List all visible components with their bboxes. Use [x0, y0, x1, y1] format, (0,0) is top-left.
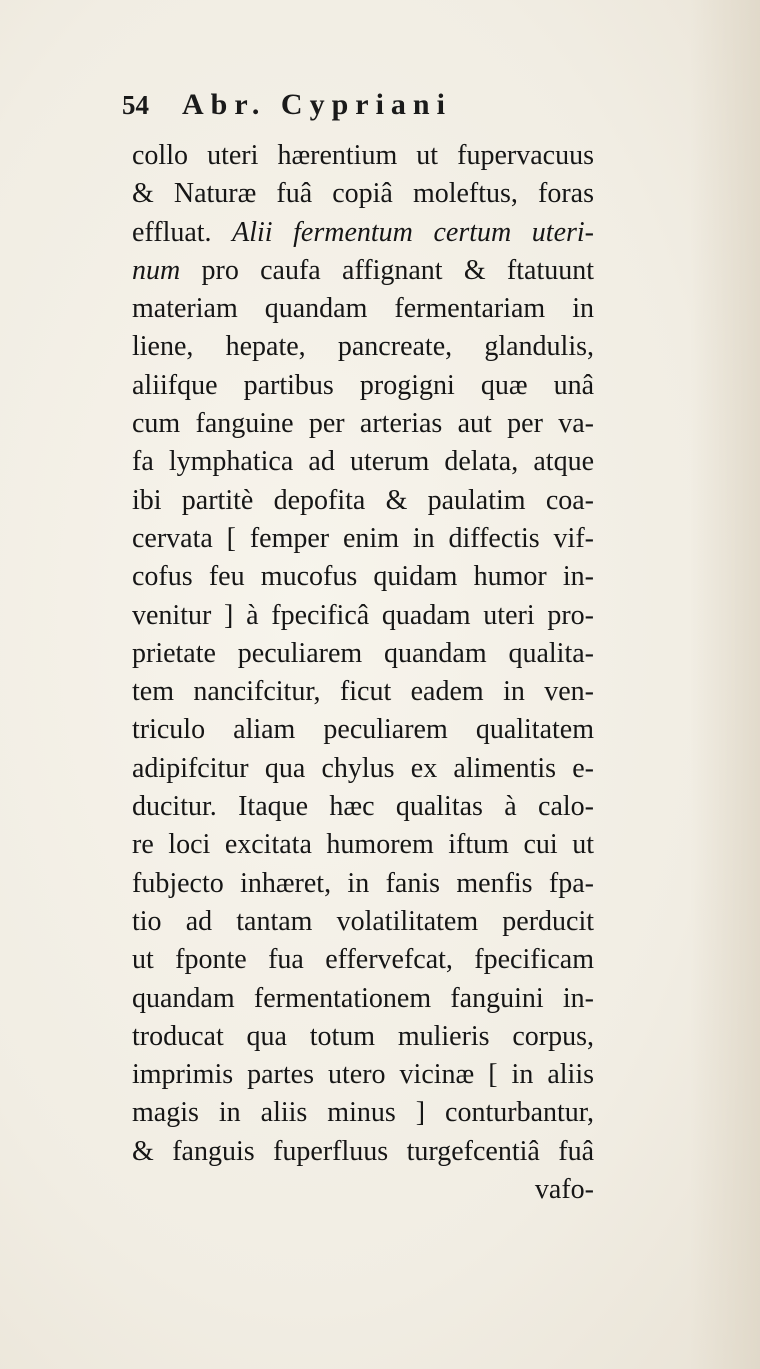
text-segment: vafo- — [534, 1174, 594, 1206]
text-segment: effluat. — [132, 216, 233, 248]
text-segment: ibi partitè depofita & paulatim coa- — [132, 484, 594, 516]
text-segment: cum fanguine per arterias aut per va- — [132, 408, 594, 440]
text-line — [132, 788, 594, 826]
text-segment: fubjecto inhæret, in fanis menfis fpa- — [132, 867, 594, 899]
text-line — [132, 520, 594, 558]
text-line — [132, 367, 594, 405]
page-number: 54 — [122, 90, 149, 120]
page-edge-shadow — [690, 0, 760, 1369]
text-segment: ut fponte fua effervefcat, fpecificam — [132, 944, 594, 976]
text-line — [132, 903, 594, 941]
text-line — [132, 1094, 594, 1132]
text-segment: imprimis partes utero vicinæ [ in aliis — [132, 1059, 594, 1091]
body-text — [132, 137, 594, 1209]
text-line — [132, 1133, 594, 1171]
text-segment: & Naturæ fuâ copiâ moleftus, foras — [132, 178, 594, 210]
text-line — [132, 673, 594, 711]
text-segment: cofus feu mucofus quidam humor in- — [132, 561, 594, 593]
text-line — [132, 482, 594, 520]
text-segment: & fanguis fuperfluus turgefcentiâ fuâ — [132, 1135, 594, 1167]
text-segment: pro caufa affignant & ftatuunt — [180, 254, 594, 286]
text-segment: cervata [ femper enim in diffectis vif- — [132, 522, 594, 554]
text-line — [132, 175, 594, 213]
text-segment: re loci excitata humorem iftum cui ut — [132, 829, 594, 861]
text-segment: quandam fermentationem fanguini in- — [132, 982, 594, 1014]
text-segment: fa lymphatica ad uterum delata, atque — [132, 446, 594, 478]
text-segment: tio ad tantam volatilitatem perducit — [132, 905, 594, 937]
page-header — [122, 88, 622, 128]
text-segment: aliifque partibus progigni quæ unâ — [132, 369, 594, 401]
text-line — [132, 252, 594, 290]
text-line — [132, 750, 594, 788]
text-segment: tem nancifcitur, ficut eadem in ven- — [132, 676, 594, 708]
text-line — [132, 558, 594, 596]
text-segment: liene, hepate, pancreate, glandulis, — [132, 331, 594, 363]
text-segment: magis in aliis minus ] conturbantur, — [132, 1097, 594, 1129]
text-line — [132, 137, 594, 175]
text-segment: prietate peculiarem quandam qualita- — [132, 637, 594, 669]
text-line — [132, 826, 594, 864]
running-head: Abr. Cypriani — [182, 88, 452, 121]
text-segment: venitur ] à fpecificâ quadam uteri pro- — [132, 599, 594, 631]
text-segment: collo uteri hærentium ut fupervacuus — [132, 140, 594, 171]
text-line — [132, 980, 594, 1018]
text-line — [132, 711, 594, 749]
text-line — [132, 1171, 594, 1209]
text-line — [132, 214, 594, 252]
italic-text-segment: Alii fermentum certum uteri- — [232, 216, 595, 248]
text-line — [132, 597, 594, 635]
text-line — [132, 635, 594, 673]
text-line — [132, 941, 594, 979]
text-line — [132, 443, 594, 481]
text-segment: materiam quandam fermentariam in — [132, 293, 594, 325]
text-segment: ducitur. Itaque hæc qualitas à calo- — [132, 791, 594, 823]
italic-text-segment: num — [132, 254, 181, 286]
text-segment: adipifcitur qua chylus ex alimentis e- — [132, 752, 594, 784]
text-line — [132, 290, 594, 328]
text-segment: triculo aliam peculiarem qualitatem — [132, 714, 594, 746]
text-line — [132, 405, 594, 443]
text-line — [132, 1018, 594, 1056]
text-segment: troducat qua totum mulieris corpus, — [132, 1020, 594, 1052]
text-line — [132, 1056, 594, 1094]
text-line — [132, 865, 594, 903]
text-line — [132, 328, 594, 366]
